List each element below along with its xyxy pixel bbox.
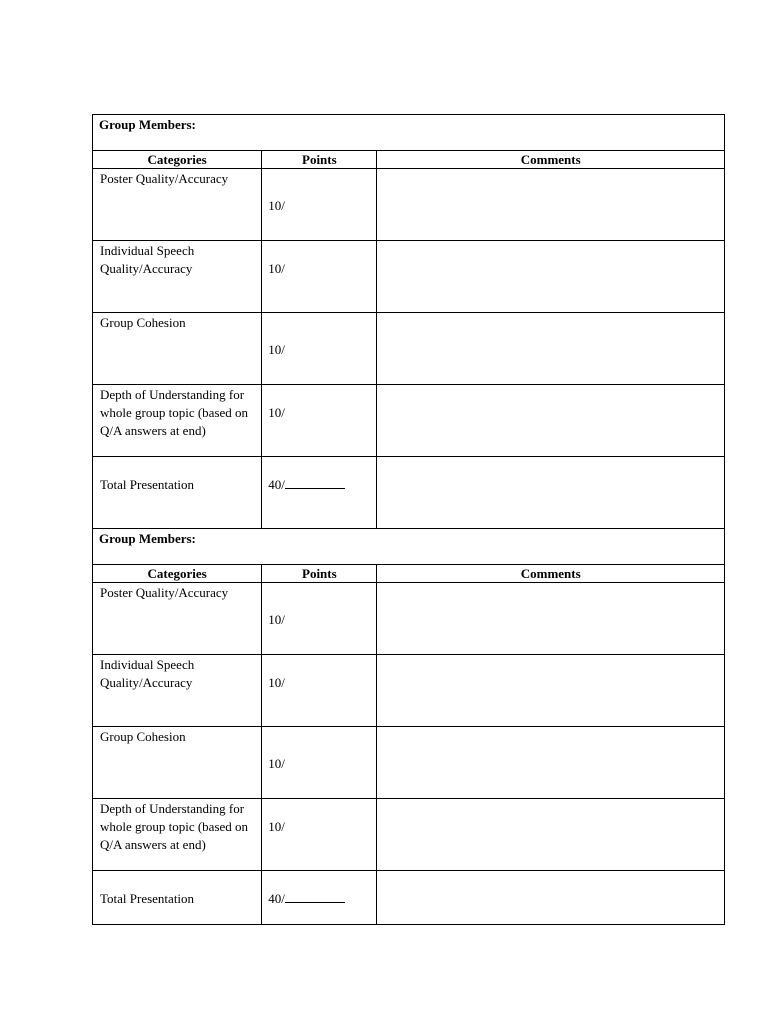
points-cell[interactable] bbox=[262, 241, 377, 313]
group-members-row bbox=[93, 529, 725, 565]
comments-cell[interactable] bbox=[377, 169, 725, 241]
points-cell[interactable] bbox=[262, 727, 377, 799]
header-row bbox=[93, 565, 725, 583]
category-label: Group Cohesion bbox=[100, 315, 186, 330]
comments-cell[interactable] bbox=[377, 583, 725, 655]
rubric-row bbox=[93, 169, 725, 241]
category-label: Poster Quality/Accuracy bbox=[100, 585, 229, 600]
category-label: Depth of Understanding for whole group topic (based on Q/A answers at end) bbox=[100, 801, 249, 852]
category-cell bbox=[93, 655, 262, 727]
rubric-row bbox=[93, 727, 725, 799]
score-blank-line bbox=[285, 476, 345, 489]
points-cell[interactable] bbox=[262, 799, 377, 871]
category-cell bbox=[93, 871, 262, 925]
comments-header: Comments bbox=[377, 151, 725, 169]
comments-cell[interactable] bbox=[377, 385, 725, 457]
comments-header: Comments bbox=[377, 565, 725, 583]
category-cell bbox=[93, 169, 262, 241]
category-cell bbox=[93, 313, 262, 385]
points-header: Points bbox=[262, 151, 377, 169]
points-cell[interactable] bbox=[262, 583, 377, 655]
comments-cell[interactable] bbox=[377, 799, 725, 871]
header-row bbox=[93, 151, 725, 169]
total-points-cell[interactable] bbox=[262, 457, 377, 529]
category-label: Group Cohesion bbox=[100, 729, 186, 744]
comments-cell[interactable] bbox=[377, 871, 725, 925]
points-value: 10/ bbox=[268, 261, 285, 276]
comments-cell[interactable] bbox=[377, 241, 725, 313]
points-value: 10/ bbox=[268, 198, 285, 213]
points-value: 10/ bbox=[268, 819, 285, 834]
points-cell[interactable] bbox=[262, 385, 377, 457]
group-members-cell[interactable] bbox=[93, 529, 725, 565]
score-blank-line bbox=[285, 890, 345, 903]
rubric-row bbox=[93, 241, 725, 313]
points-value: 10/ bbox=[268, 756, 285, 771]
category-cell bbox=[93, 583, 262, 655]
rubric-row bbox=[93, 583, 725, 655]
comments-cell[interactable] bbox=[377, 457, 725, 529]
points-value: 10/ bbox=[268, 675, 285, 690]
categories-header: Categories bbox=[93, 151, 262, 169]
points-header: Points bbox=[262, 565, 377, 583]
comments-cell[interactable] bbox=[377, 313, 725, 385]
group-members-label: Group Members: bbox=[99, 531, 196, 546]
comments-cell[interactable] bbox=[377, 727, 725, 799]
rubric-row bbox=[93, 799, 725, 871]
category-label: Depth of Understanding for whole group topic (based on Q/A answers at end) bbox=[100, 387, 249, 438]
category-cell bbox=[93, 457, 262, 529]
group-members-row bbox=[93, 115, 725, 151]
total-points-field bbox=[262, 457, 376, 494]
rubric-row bbox=[93, 313, 725, 385]
category-cell bbox=[93, 241, 262, 313]
rubric-row bbox=[93, 655, 725, 727]
category-label: Total Presentation bbox=[100, 477, 195, 492]
category-label: Individual Speech Quality/Accuracy bbox=[100, 243, 195, 276]
rubric-table bbox=[92, 114, 725, 925]
comments-cell[interactable] bbox=[377, 655, 725, 727]
total-points-field bbox=[262, 871, 376, 908]
category-cell bbox=[93, 385, 262, 457]
total-points-value: 40/ bbox=[268, 891, 285, 906]
category-cell bbox=[93, 727, 262, 799]
category-label: Total Presentation bbox=[100, 891, 195, 906]
total-points-value: 40/ bbox=[268, 477, 285, 492]
total-row bbox=[93, 871, 725, 925]
categories-header: Categories bbox=[93, 565, 262, 583]
points-cell[interactable] bbox=[262, 169, 377, 241]
category-label: Individual Speech Quality/Accuracy bbox=[100, 657, 195, 690]
group-members-label: Group Members: bbox=[99, 117, 196, 132]
category-label: Poster Quality/Accuracy bbox=[100, 171, 229, 186]
rubric-row bbox=[93, 385, 725, 457]
points-cell[interactable] bbox=[262, 655, 377, 727]
total-row bbox=[93, 457, 725, 529]
total-points-cell[interactable] bbox=[262, 871, 377, 925]
points-value: 10/ bbox=[268, 405, 285, 420]
points-value: 10/ bbox=[268, 612, 285, 627]
points-value: 10/ bbox=[268, 342, 285, 357]
group-members-cell[interactable] bbox=[93, 115, 725, 151]
category-cell bbox=[93, 799, 262, 871]
points-cell[interactable] bbox=[262, 313, 377, 385]
